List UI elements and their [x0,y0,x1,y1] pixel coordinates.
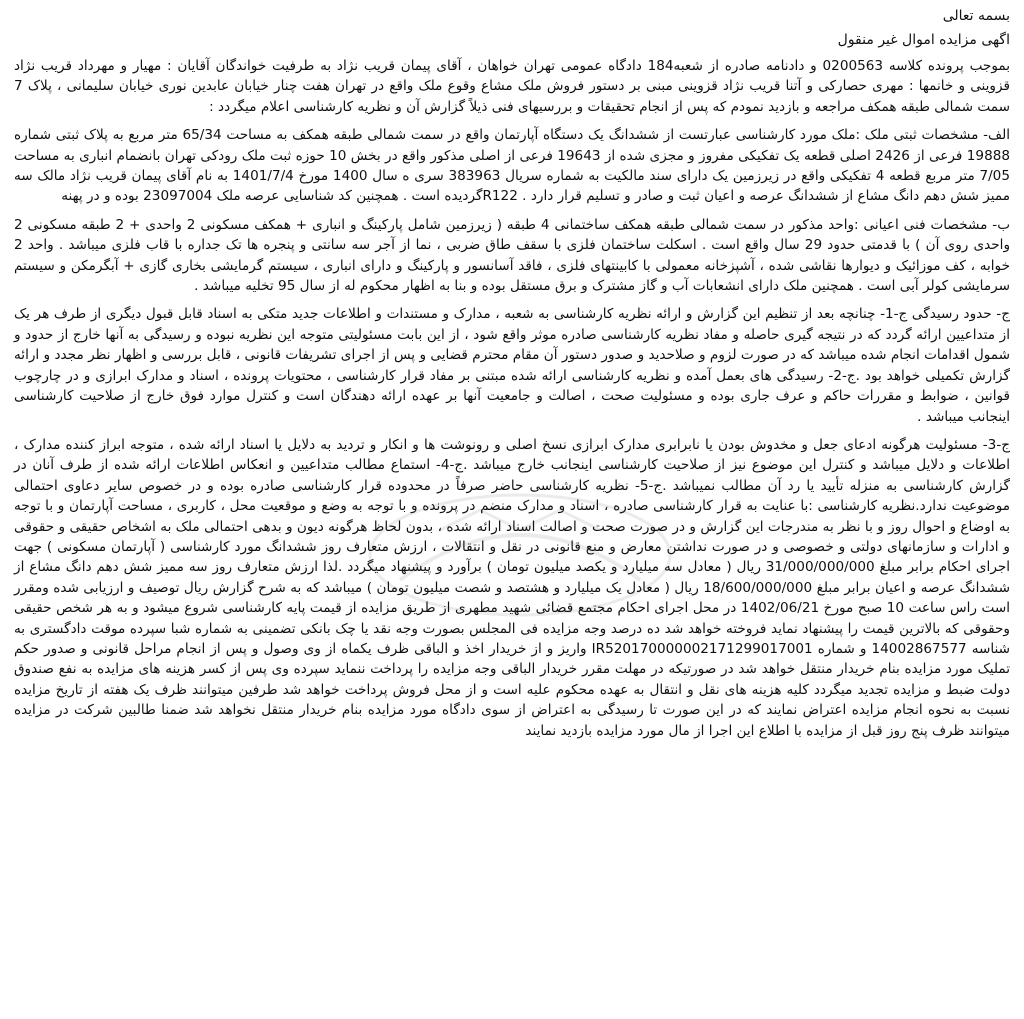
valuation-auction-paragraph: ج-3- مسئولیت هرگونه ادعای جعل و مخدوش بودن یا نابرابری مدارک ابرازی نسخ اصلی و رونوشت ها و انکار و تردید به دلایل یا اسناد ارائه شده ، متوجه ابراز کننده مدارک ، اطلاعات و دلایل میباشد و کنترل این موضوع نیز از صلاحیت کارشناسی اینجانب خارج میباشد .ج-4- استماع مطالب متداعیین و انعکاس اطلاعات ارائه شده از طرف آنان در گزارش کارشناسی به منزله تأیید یا رد آن مطالب نمیباشد .ج-5- نظریه کارشناسی حاضر صرفاً در محدوده قرار کارشناسی صادره بوده و در خصوص سایر دعاوی احتمالی موضوعیت ندارد.نظریه کارشناسی :با عنایت به قرار کارشناسی صادره ، اسناد و مدارک منضم در پرونده و با توجه به وضع و موقعیت محل ، کاربری ، مساحت آپارتمان و با توجه به اوضاع و احوال روز و با نظر به مندرجات این گزارش و در صورت صحت و اصالت اسناد ارائه شده ، بدون لحاظ هرگونه دیون و بدهی احتمالی ملک به اشخاص حقیقی و حقوقی و ادارات و سازمانهای دولتی و خصوصی و در صورت نداشتن معارض و منع قانونی در نقل و انتقالات ، ارزش متعارف روز ششدانگ مورد کارشناسی ( آپارتمان مسکونی ) جهت اجرای احکام برابر مبلغ 31/000/000/000 ریال ( معادل سه میلیارد و یکصد میلیون تومان ) برآورد و پیشنهاد میگردد .لذا ارزش متعارف روز سه ممیز شش دهم دانگ مشاع از ششدانگ عرصه و اعیان برابر مبلغ 18/600/000/000 ریال ( معادل یک میلیارد و هشتصد و شصت میلیون تومان ) میباشد که به شرح گزارش ریال توصیف و ارزیابی شده ومقرر است راس ساعت 10 صبح مورخ 1402/06/21 در محل اجرای احکام مجتمع قضائی شهید مطهری از طریق مزایده از قیمت پایه کارشناسی شروع میشود و به هر شخص حقیقی وحقوقی که بالاترین قیمت را پیشنهاد نماید فروخته خواهد شد ده درصد وجه مزایده فی المجلس بصورت وجه نقد یا چک بانکی تضمینی به شماره شبا سپرده موقت دادگستری به شناسه 14002867577 و شماره IR520170000002171299017001 واریز و از خریدار اخذ و الباقی ظرف یکماه از وی وصول و پس از انجام مراحل قانونی و صدور حکم تملیک مورد مزایده بنام خریدار منتقل خواهد شد در صورتیکه در مهلت مقرر خریدار الباقی وجه مزایده را پرداخت ننماید سپرده وی پس از کسر هزینه های مزایده به نفع صندوق دولت ضبط و مزایده تجدید میگردد کلیه هزینه های نقل و انتقال به عهده محکوم علیه است و از محل فروش پرداخت خواهد شد طرفین میتوانند ظرف یک هفته از تاریخ مزایده نسبت به نحوه انجام مزایده اعتراض نمایند که در این صورت تا رسیدگی به اعتراض از سوی دادگاه مورد مزایده بنام خریدار منتقل نخواهد شد ضمنا طالبین شرکت در مزایده میتوانند ظرف پنج روز قبل از مزایده با اطلاع این اجرا از مال مورد مزایده بازدید نمایند [14,436,1011,739]
basmala-heading: بسمه تعالی [942,8,1010,24]
review-scope-paragraph: ج- حدود رسیدگی ج-1- چنانچه بعد از تنظیم این گزارش و ارائه نظریه کارشناسی به شعبه ، مدارک و مستندات و اطلاعات جدید متکی به اسناد قابل قبول دیگری از طرف هر یک از متداعیین ارائه گردد که در نتیجه گیری حاصله و مفاد نظریه کارشناسی صادره موثر واقع شود ، از این بابت مسئولیتی متوجه این نظریه نبوده و رسیدگی به آنها خارج از حدود و شمول اقدامات انجام شده میباشد که در صورت لزوم و صلاحدید و صدور دستور آن مقام محترم قضایی و پس از اجرای تشریفات قانونی ، قابل بررسی و اظهار نظر مجدد و ارائه گزارش تکمیلی خواهد بود .ج-2- رسیدگی های بعمل آمده و نظریه کارشناسی ارائه شده مبتنی بر مفاد قرار کارشناسی ، محتویات پرونده ، اسناد و مدارک ابرازی و در چارچوب قوانین ، ضوابط و مقررات حاکم و عرف جاری بوده و مسئولیت صحت ، اصالت و جامعیت آنها بر عهده ارائه دهندگان است و کنترل موارد فوق خارج از صلاحیت کارشناسی اینجانب میباشد . [14,306,1010,425]
intro-paragraph: بموجب پرونده کلاسه 0200563 و دادنامه صادره از شعبه184 دادگاه عمومی تهران خواهان ، آقای پیمان قریب نژاد به طرفیت خواندگان آقایان : مهیار و مهرداد قریب نژاد قزوینی و خانمها : مهری حصارکی و آتنا قریب نژاد قزوینی مبنی بر دستور فروش ملک مشاع وقوع ملک واقع در تهران هفت چنار خیابان عابدین نوری خیابان سلیمانی ، پلاک 7 سمت شمالی طبقه همکف مراجعه و بازدید نمودم که پس از انجام تحقیقات و بررسیهای فنی ذیلاً گزارش آن و نظریه کارشناسی اعلام میگردد : [14,58,1011,115]
announcement-title: اگهی مزایده اموال غیر منقول [837,32,1010,48]
technical-specs-paragraph: ب- مشخصات فنی اعیانی :واحد مذکور در سمت شمالی طبقه همکف ساختمانی 4 طبقه ( زیرزمین شامل پارکینگ و انباری + همکف مسکونی 2 واحدی + 2 طبقه مسکونی 2 واحدی روی آن ) با قدمتی حدود 29 سال واقع است . اسکلت ساختمان فلزی با سقف طاق ضربی ، نما از آجر سه سانتی و پنجره ها تک جداره با قاب فلزی میباشد . واحد 2 خوابه ، کف موزائیک و دیوارها نقاشی شده ، آشپزخانه معمولی با کابینتهای فلزی ، فاقد آسانسور و پارکینگ و دارای انباری ، سیستم گرمایشی بخاری گازی + آبگرمکن و سیستم سرمایشی کولر آبی است . همچنین ملک دارای انشعابات آب و گاز مشترک و برق مستقل بوده و بنا به اظهار محکوم له از سال 95 تخلیه میباشد . [14,216,1011,295]
registration-specs-paragraph: الف- مشخصات ثبتی ملک :ملک مورد کارشناسی عبارتست از ششدانگ یک دستگاه آپارتمان واقع در سمت شمالی طبقه همکف به مساحت 65/34 متر مربع به پلاک ثبتی شماره 19888 فرعی از 2426 اصلی قطعه یک تفکیکی مفروز و مجزی شده از 19643 فرعی از اصلی مذکور واقع در بخش 10 حوزه ثبت ملک رودکی تهران بانضمام انباری به مساحت 7/05 متر مربع قطعه 4 تفکیکی واقع در زیرزمین یک دارای سند مالکیت به شماره سریال 383963 سری ه سال 1400 مورخ 1401/7/4 به نام آقای پیمان قریب نژاد مالک سه ممیز شش دهم دانگ مشاع از ششدانگ عرصه و اعیان ثبت و صادر و تسلیم قرار دارد . R122گردیده است . همچنین کد شناسایی عرصه ملک 23097004 بوده و در پهنه [14,127,1011,205]
